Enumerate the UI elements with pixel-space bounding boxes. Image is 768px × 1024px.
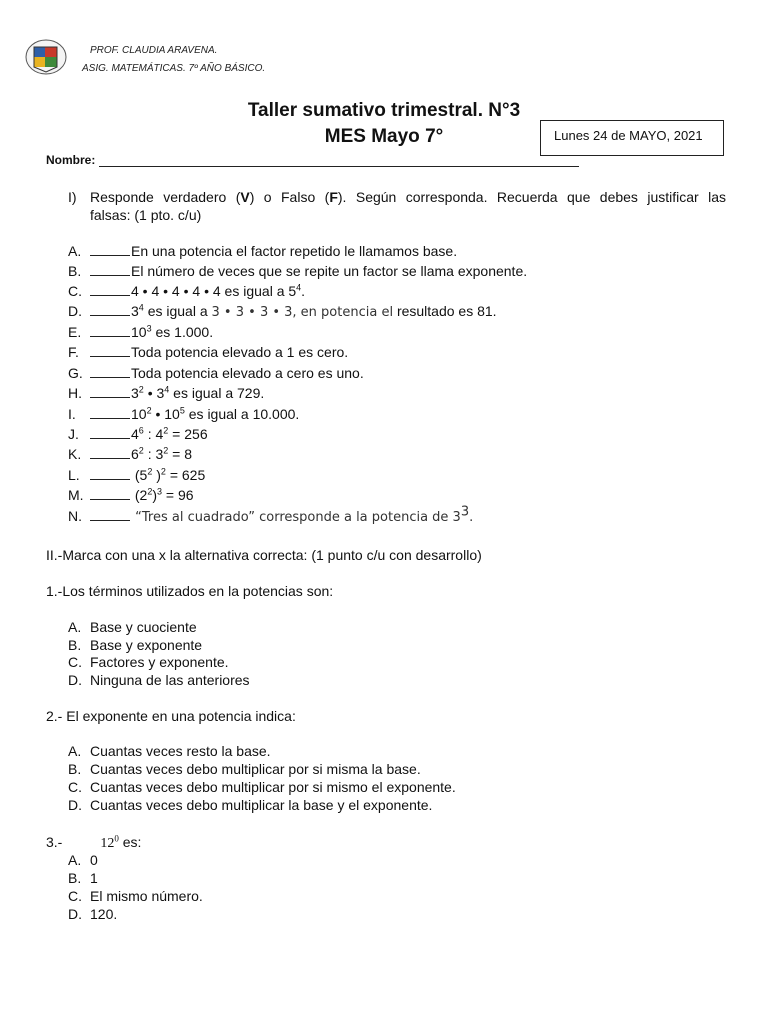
item-letter: M. [68, 487, 84, 503]
instr-part-b: ) o Falso ( [249, 189, 330, 205]
q3-option-a[interactable] [68, 851, 98, 869]
item-text: (2 [131, 487, 148, 503]
name-field-line[interactable] [99, 166, 579, 167]
item-letter: C. [68, 283, 82, 299]
q1-option-b[interactable] [68, 636, 202, 654]
item-text: ) [152, 487, 158, 503]
item-letter: D. [68, 303, 82, 319]
exponent: 2 [147, 486, 153, 497]
answer-blank[interactable] [90, 282, 130, 296]
option-text: Cuantas veces debo multiplicar por si mismo el exponente. [90, 779, 456, 795]
answer-blank[interactable] [90, 343, 130, 357]
item-text: 4 • 4 • 4 • 4 • 4 es igual a 5 [131, 283, 297, 299]
q3-exponent: 0 [114, 833, 119, 844]
tf-item-f [68, 342, 348, 362]
tf-item-b [68, 261, 527, 281]
item-text: 3 [131, 385, 139, 401]
name-label: Nombre: [46, 153, 96, 167]
item-text: es igual a [143, 303, 212, 319]
item-text: : 4 [143, 426, 164, 442]
answer-blank[interactable] [90, 364, 130, 378]
item-text: : 3 [143, 446, 164, 462]
tf-item-c [68, 281, 305, 301]
item-text: . [469, 510, 474, 525]
instr-part-a: Responde verdadero ( [90, 189, 241, 205]
page-title: Taller sumativo trimestral. N°3 [247, 100, 521, 121]
instr-f: F [329, 189, 338, 205]
question-2: 2.- El exponente en una potencia indica: [46, 708, 296, 724]
tf-item-g [68, 363, 364, 383]
exponent: 4 [296, 282, 302, 293]
item-text: 4 [131, 426, 139, 442]
q3-option-d[interactable] [68, 905, 117, 923]
tf-item-k [68, 444, 192, 464]
q3-prefix: 3.- [46, 834, 63, 850]
item-text: = 96 [162, 487, 194, 503]
option-letter: B. [68, 870, 82, 886]
item-text: = 256 [168, 426, 208, 442]
answer-blank[interactable] [90, 323, 130, 337]
date-box [540, 120, 724, 156]
option-letter: C. [68, 888, 82, 904]
q2-option-a[interactable] [68, 742, 271, 760]
item-text: En una potencia el factor repetido le llamamos base. [131, 243, 458, 259]
exponent: 4 [164, 384, 170, 395]
exponent: 4 [138, 302, 144, 313]
tf-item-j [68, 424, 208, 444]
answer-blank[interactable] [90, 425, 130, 439]
question-3 [46, 833, 141, 853]
item-text: El número de veces que se repite un factor se llama exponente. [131, 263, 528, 279]
item-letter: N. [68, 508, 82, 524]
tf-item-h [68, 383, 264, 403]
answer-blank[interactable] [90, 302, 130, 316]
q3-base: 12 [100, 836, 115, 851]
option-text: Ninguna de las anteriores [90, 672, 250, 688]
exponent: 2 [163, 425, 169, 436]
tf-item-a [68, 241, 457, 261]
answer-blank[interactable] [90, 445, 130, 459]
teacher-name: PROF. CLAUDIA ARAVENA. [90, 45, 218, 56]
q1-option-a[interactable] [68, 618, 197, 636]
option-letter: D. [68, 906, 82, 922]
item-text: Toda potencia elevado a cero es uno. [131, 365, 364, 381]
option-text: 1 [90, 870, 98, 886]
answer-blank[interactable] [90, 486, 130, 500]
option-letter: B. [68, 637, 82, 653]
option-letter: C. [68, 654, 82, 670]
item-text: 10 [131, 406, 147, 422]
q2-option-b[interactable] [68, 760, 421, 778]
section2-heading: II.-Marca con una x la alternativa correcta: (1 punto c/u con desarrollo) [46, 547, 482, 563]
q2-option-c[interactable] [68, 778, 456, 796]
tf-item-n [68, 506, 473, 526]
item-text: 3 [131, 303, 139, 319]
q3-option-c[interactable] [68, 887, 203, 905]
option-letter: A. [68, 619, 82, 635]
item-text: 10 [131, 324, 147, 340]
item-letter: E. [68, 324, 82, 340]
item-text: 6 [131, 446, 139, 462]
answer-blank[interactable] [90, 507, 130, 521]
item-text: = 625 [165, 467, 206, 483]
answer-blank[interactable] [90, 466, 130, 480]
option-text: Factores y exponente. [90, 654, 229, 670]
instr-line2: falsas: (1 pto. c/u) [90, 207, 202, 223]
option-text: El mismo número. [90, 888, 203, 904]
item-letter: A. [68, 243, 82, 259]
q1-option-c[interactable] [68, 653, 229, 671]
item-text: es igual a 729. [169, 385, 265, 401]
instr-part-c: ). Según corresponda. Recuerda que debes justificar las [337, 189, 727, 205]
item-text: • 10 [151, 406, 180, 422]
subject-line: ASIG. MATEMÁTICAS. 7º AÑO BÁSICO. [82, 63, 266, 74]
exponent: 6 [138, 425, 144, 436]
exponent: 2 [147, 466, 153, 477]
school-logo [24, 38, 68, 76]
exponent: 2 [138, 445, 144, 456]
item-text: es igual a 10.000. [184, 406, 300, 422]
q1-option-d[interactable] [68, 671, 250, 689]
item-letter: B. [68, 263, 82, 279]
item-text: • 3 [143, 385, 165, 401]
item-text: = 8 [168, 446, 193, 462]
option-text: Cuantas veces debo multiplicar la base y el exponente. [90, 797, 433, 813]
option-letter: D. [68, 797, 82, 813]
option-letter: B. [68, 761, 82, 777]
item-text: 3 • 3 • 3 • 3, en potencia el [211, 305, 394, 320]
section1-instructions [90, 188, 726, 224]
exponent: 3 [460, 504, 470, 520]
item-text: Toda potencia elevado a 1 es cero. [131, 344, 349, 360]
exponent: 3 [146, 323, 152, 334]
exponent: 2 [163, 445, 169, 456]
q3-option-b[interactable] [68, 869, 98, 887]
item-text: resultado es 81. [393, 303, 497, 319]
item-letter: I. [68, 406, 76, 422]
item-letter: G. [68, 365, 83, 381]
item-letter: K. [68, 446, 82, 462]
option-text: Base y exponente [90, 637, 203, 653]
item-letter: F. [68, 344, 79, 360]
q2-option-d[interactable] [68, 796, 432, 814]
option-letter: A. [68, 852, 82, 868]
item-text: ) [152, 467, 161, 483]
answer-blank[interactable] [90, 405, 130, 419]
tf-item-i [68, 404, 299, 424]
page-subtitle: MES Mayo 7° [324, 126, 444, 147]
instr-v: V [240, 189, 250, 205]
option-text: 0 [90, 852, 98, 868]
date-text: Lunes 24 de MAYO, 2021 [554, 128, 703, 143]
option-text: Cuantas veces debo multiplicar por si misma la base. [90, 761, 421, 777]
item-text: (5 [131, 467, 148, 483]
item-text: es 1.000. [151, 324, 214, 340]
exponent: 2 [138, 384, 144, 395]
answer-blank[interactable] [90, 262, 130, 276]
tf-item-e [68, 322, 213, 342]
item-letter: J. [68, 426, 79, 442]
option-letter: C. [68, 779, 82, 795]
question-1: 1.-Los términos utilizados en la potencias son: [46, 583, 334, 599]
option-letter: D. [68, 672, 82, 688]
option-letter: A. [68, 743, 82, 759]
tf-item-l [68, 465, 205, 485]
option-text: Base y cuociente [90, 619, 197, 635]
item-text: “Tres al cuadrado” corresponde a la potencia de 3 [131, 510, 461, 525]
item-text: . [301, 283, 306, 299]
option-text: Cuantas veces resto la base. [90, 743, 271, 759]
item-letter: L. [68, 467, 80, 483]
answer-blank[interactable] [90, 242, 130, 256]
item-letter: H. [68, 385, 82, 401]
tf-item-m [68, 485, 194, 505]
section1-number: I) [68, 189, 77, 205]
option-text: 120. [90, 906, 118, 922]
q3-suffix: es: [118, 834, 142, 850]
exponent: 5 [179, 405, 185, 416]
exponent: 2 [146, 405, 152, 416]
answer-blank[interactable] [90, 384, 130, 398]
exponent: 2 [160, 466, 166, 477]
exponent: 3 [157, 486, 163, 497]
tf-item-d [68, 301, 497, 321]
